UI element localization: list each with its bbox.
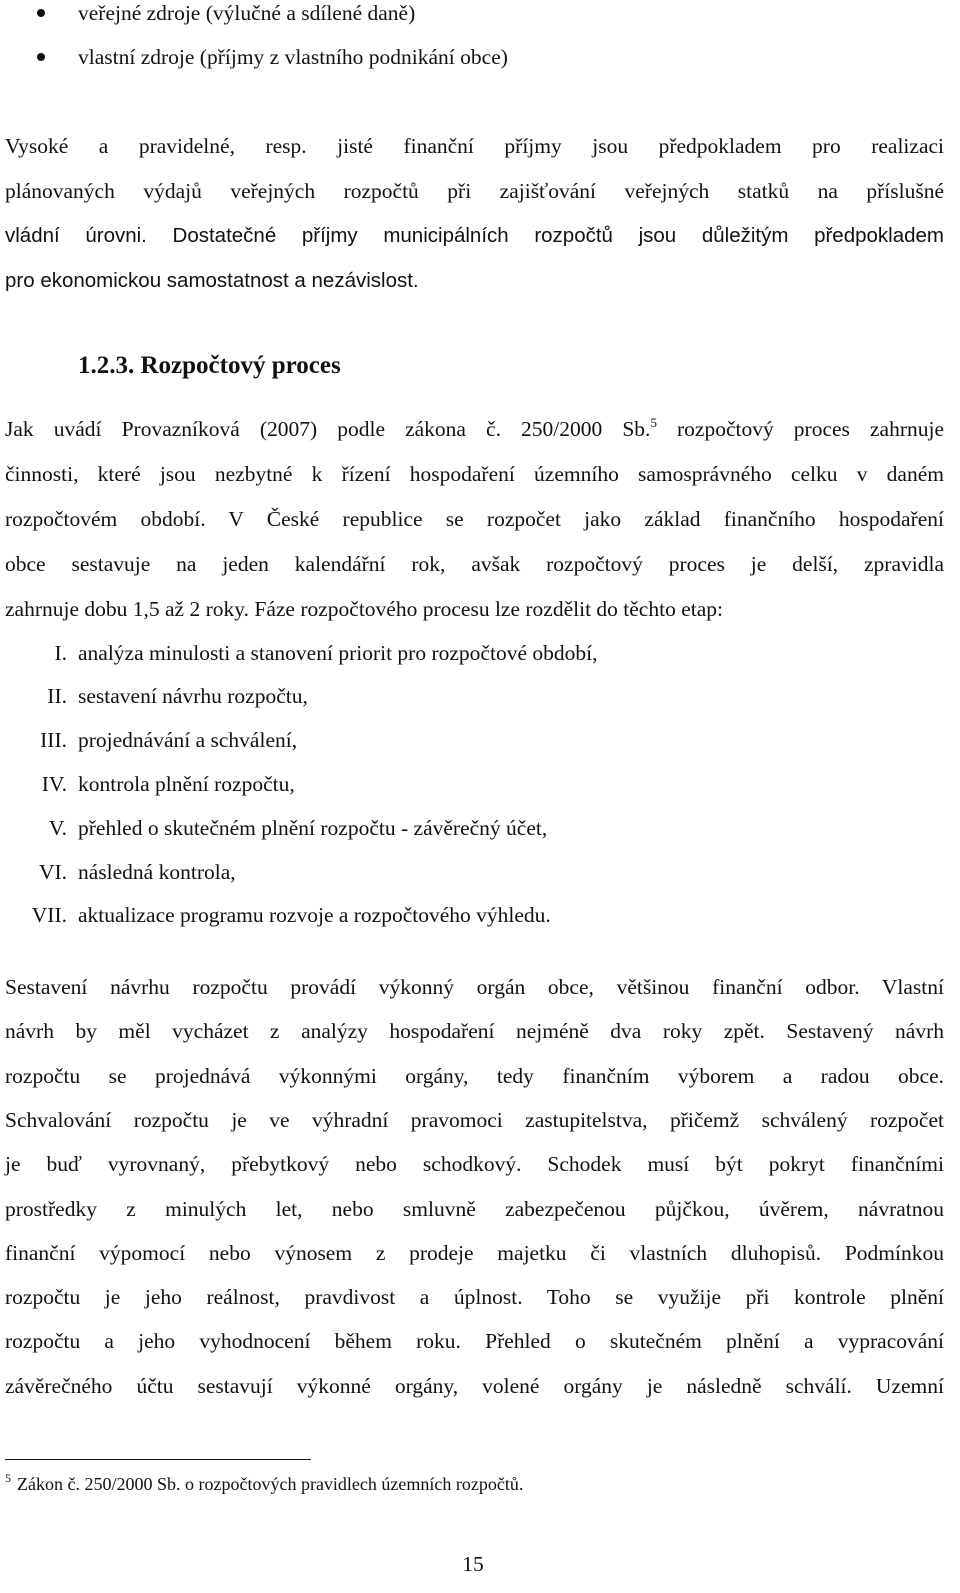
page-number: 15 bbox=[462, 1552, 484, 1576]
stage-number: VI. bbox=[38, 860, 67, 884]
paragraph-line: návrh by měl vycházet z analýzy hospodaření nejméně dva roky zpět. Sestavený návrh bbox=[5, 1019, 944, 1043]
paragraph-line: zahrnuje dobu 1,5 až 2 roky. Fáze rozpočtového procesu lze rozdělit do těchto etap: bbox=[5, 597, 723, 621]
bullet-dot bbox=[37, 53, 45, 61]
stage-number: III. bbox=[40, 728, 67, 752]
paragraph-line: činnosti, které jsou nezbytné k řízení hospodaření územního samosprávného celku v daném bbox=[5, 462, 944, 486]
paragraph-line: Sestavení návrhu rozpočtu provádí výkonný orgán obce, většinou finanční odbor. Vlastní bbox=[5, 975, 944, 999]
stage-text: kontrola plnění rozpočtu, bbox=[78, 772, 295, 796]
paragraph-line: pro ekonomickou samostatnost a nezávislost. bbox=[5, 269, 419, 292]
stage-text: sestavení návrhu rozpočtu, bbox=[78, 684, 308, 708]
bullet-item: vlastní zdroje (příjmy z vlastního podnikání obce) bbox=[78, 45, 508, 69]
paragraph-text: Jak uvádí Provazníková (2007) podle zákona č. 250/2000 Sb. bbox=[5, 417, 651, 441]
section-heading: 1.2.3. Rozpočtový proces bbox=[78, 352, 341, 379]
footnote-text: Zákon č. 250/2000 Sb. o rozpočtových pravidlech územních rozpočtů. bbox=[17, 1474, 524, 1494]
stage-text: analýza minulosti a stanovení priorit pro rozpočtové období, bbox=[78, 641, 598, 665]
stage-text: projednávání a schválení, bbox=[78, 728, 298, 752]
paragraph-line: prostředky z minulých let, nebo smluvně zabezpečenou půjčkou, úvěrem, návratnou bbox=[5, 1197, 944, 1221]
bullet-dot bbox=[37, 9, 45, 17]
paragraph-line: rozpočtu je jeho reálnost, pravdivost a úplnost. Toho se využije při kontrole plnění bbox=[5, 1285, 944, 1309]
footnote-divider bbox=[5, 1459, 311, 1460]
stage-number: V. bbox=[48, 816, 67, 840]
paragraph-line: rozpočtu a jeho vyhodnocení během roku. Přehled o skutečném plnění a vypracování bbox=[5, 1329, 944, 1353]
paragraph-text: rozpočtový proces zahrnuje bbox=[656, 417, 945, 441]
stage-text: přehled o skutečném plnění rozpočtu - závěrečný účet, bbox=[78, 816, 548, 840]
paragraph-line: vládní úrovni. Dostatečné příjmy municipálních rozpočtů jsou důležitým předpokladem bbox=[5, 224, 944, 247]
paragraph-line: závěrečného účtu sestavují výkonné orgány, volené orgány je následně schválí. Uzemní bbox=[5, 1374, 944, 1398]
paragraph-line: Vysoké a pravidelné, resp. jisté finanční příjmy jsou předpokladem pro realizaci bbox=[5, 134, 944, 158]
footnote-reference: 5 bbox=[650, 415, 657, 430]
stage-number: VII. bbox=[31, 903, 67, 927]
paragraph-line: rozpočtovém období. V České republice se rozpočet jako základ finančního hospodaření bbox=[5, 507, 944, 531]
paragraph-line: rozpočtu se projednává výkonnými orgány, tedy finančním výborem a radou obce. bbox=[5, 1064, 944, 1088]
footnote bbox=[5, 1472, 523, 1496]
paragraph-line-with-footnote bbox=[5, 414, 944, 444]
paragraph-line: Schvalování rozpočtu je ve výhradní pravomoci zastupitelstva, přičemž schválený rozpočet bbox=[5, 1108, 944, 1132]
stage-number: IV. bbox=[41, 772, 67, 796]
footnote-mark: 5 bbox=[5, 1471, 11, 1485]
paragraph-line: obce sestavuje na jeden kalendářní rok, avšak rozpočtový proces je delší, zpravidla bbox=[5, 552, 944, 576]
paragraph-line: je buď vyrovnaný, přebytkový nebo schodkový. Schodek musí být pokryt finančními bbox=[5, 1152, 944, 1176]
stage-text: následná kontrola, bbox=[78, 860, 236, 884]
paragraph-line: finanční výpomocí nebo výnosem z prodeje majetku či vlastních dluhopisů. Podmínkou bbox=[5, 1241, 944, 1265]
bullet-item: veřejné zdroje (výlučné a sdílené daně) bbox=[78, 1, 416, 25]
stage-number: I. bbox=[54, 641, 67, 665]
paragraph-line: plánovaných výdajů veřejných rozpočtů při zajišťování veřejných statků na příslušné bbox=[5, 179, 944, 203]
stage-text: aktualizace programu rozvoje a rozpočtového výhledu. bbox=[78, 903, 551, 927]
stage-number: II. bbox=[47, 684, 67, 708]
